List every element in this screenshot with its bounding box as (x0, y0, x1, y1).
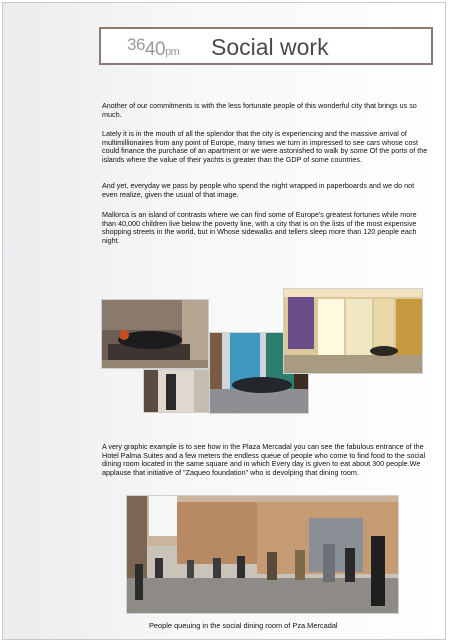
page-title: Social work (211, 34, 329, 60)
document-page (2, 2, 446, 640)
header-box (99, 27, 433, 65)
paragraph-paperboards: And yet, everyday we pass by people who spend the night wrapped in paperboards and we do not even realize, given the usual of that image. (102, 181, 415, 199)
paragraph-intro: Another of our commitments is with the less fortunate people of this wonderful city that brings us so much. (102, 101, 417, 119)
photo-night-storefront (283, 288, 423, 374)
photo-doorway (143, 369, 213, 413)
photo-sleeper-bench (101, 299, 209, 369)
paragraph-mercadal: A very graphic example is to see how in the Plaza Mercadal you can see the fabulous entrance of the Hotel Palma Suites and a few meters the endless queue of people who come to find food to the social dining room located in the same square and in which Every day is given to eat about 300 people.We applause that initiative of "Zaqueo foundation" who is devolping that dining room. (102, 442, 426, 477)
page-number: $3640_{pm}$ (127, 35, 180, 60)
paragraph-splendor: Lately it is in the mouth of all the splendor that the city is experiencing and the massive arrival of multimillionaires from any point of Europe, many times we turn in impressed to see cars whose cost could finance the purchase of an apartment or we were astonished to walk by some Of the ports of the islands where the value of their yachts is greater than the GDP of some countries. (102, 129, 428, 164)
paragraph-mallorca: Mallorca is an island of contrasts where we can find some of Europe's greatest fortunes while more than 40,000 children live below the poverty line, with a city that is on the lists of the most expensive shopping streets in the world, but in Whose sidewalks and tellers sleep more than 120 people each night. (102, 210, 417, 245)
photo-caption: People queuing in the social dining room of Pza.Mercadal (149, 621, 338, 630)
photo-queue (126, 495, 399, 614)
